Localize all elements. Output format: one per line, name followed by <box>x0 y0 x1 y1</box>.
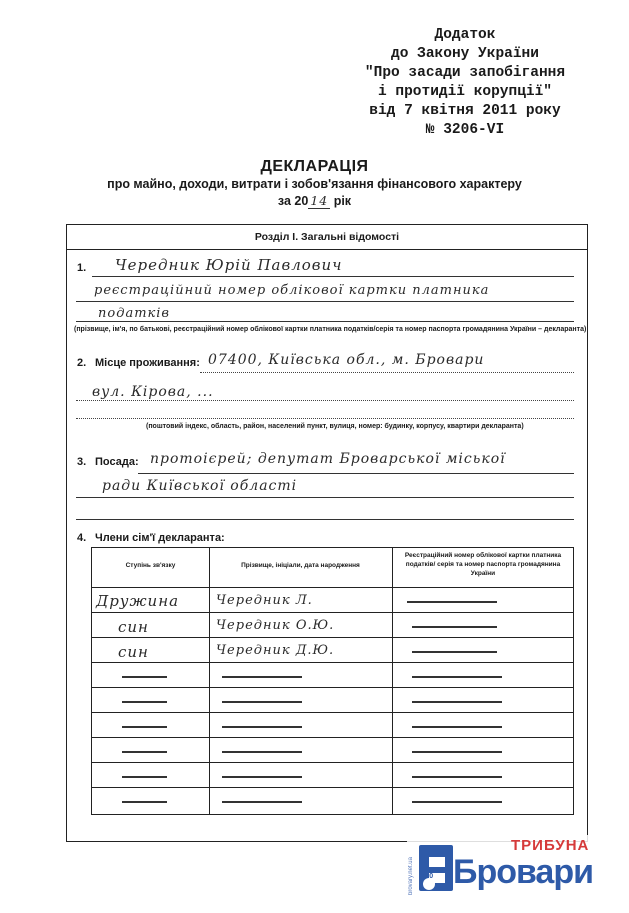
table-header-bottom <box>92 587 573 588</box>
empty-cell-dash <box>122 726 167 728</box>
table-row-1-name: Чередник Л. <box>216 593 313 608</box>
document-subtitle: про майно, доходи, витрати і зобов'язання фінансового характеру <box>107 177 522 191</box>
addendum-line-4: і протидії корупції" <box>377 84 553 100</box>
q2-caption: (поштовий індекс, область, район, населений пункт, вулиця, номер: будинку, корпусу, квартири декларанта) <box>146 423 524 430</box>
empty-cell-dash <box>412 651 497 653</box>
year-value: 14 <box>310 193 329 208</box>
table-header-reg-number: Реєстраційний номер облікової картки платника податків/ серія та номер паспорта громадянина України <box>404 552 562 577</box>
q3-line-1 <box>138 473 574 474</box>
addendum-line-2: до Закону України <box>391 46 539 62</box>
document-year <box>0 193 629 208</box>
empty-cell-dash <box>412 776 502 778</box>
q1-number: 1. <box>77 262 87 274</box>
empty-cell-dash <box>122 801 167 803</box>
q3-position-line-1: протоієрей; депутат Броварської міської <box>150 451 506 467</box>
empty-cell-dash <box>222 726 302 728</box>
table-row-line <box>92 637 573 638</box>
empty-cell-dash <box>412 626 497 628</box>
q3-position-line-2: ради Київської області <box>102 478 298 494</box>
table-row-1-relation: Дружина <box>96 592 180 610</box>
q3-line-3 <box>76 519 574 520</box>
q1-taxpayer: податків <box>98 306 171 321</box>
table-row-line <box>92 762 573 763</box>
year-prefix: за 20 <box>277 194 309 208</box>
logo-top-text: ТРИБУНА <box>511 837 590 854</box>
table-header-relation: Ступінь зв'язку <box>125 562 176 569</box>
table-row-line <box>92 787 573 788</box>
tribuna-brovary-logo <box>407 835 609 897</box>
table-row-line <box>92 612 573 613</box>
section-heading: Розділ І. Загальні відомості <box>66 224 588 250</box>
year-suffix: рік <box>333 194 352 208</box>
empty-cell-dash <box>222 701 302 703</box>
q3-label: Посада: <box>95 456 139 468</box>
q2-line-3 <box>76 418 574 419</box>
family-members-table <box>91 547 574 815</box>
empty-cell-dash <box>122 776 167 778</box>
logo-main-text: Бровари <box>453 853 594 891</box>
q1-name: Чередник Юрій Павлович <box>115 256 343 274</box>
law-addendum <box>330 26 600 140</box>
q2-label: Місце проживання: <box>95 357 200 369</box>
addendum-line-3: "Про засади запобігання <box>364 65 566 81</box>
table-row-line <box>92 687 573 688</box>
table-row-line <box>92 737 573 738</box>
q2-address-line-1: 07400, Київська обл., м. Бровари <box>208 352 485 368</box>
empty-cell-dash <box>412 801 502 803</box>
q1-line-3 <box>76 321 574 322</box>
q1-caption: (прізвище, ім'я, по батькові, реєстраційний номер облікової картки платника податків/серія та номер паспорта громадянина України – декларанта) <box>74 326 587 333</box>
empty-cell-dash <box>412 701 502 703</box>
q2-number: 2. <box>77 357 87 369</box>
document-title: ДЕКЛАРАЦІЯ <box>260 158 369 175</box>
q4-label: Члени сім'ї декларанта: <box>95 532 225 544</box>
table-row-line <box>92 662 573 663</box>
table-row-line <box>92 712 573 713</box>
table-row-2-name: Чередник О.Ю. <box>216 618 335 633</box>
table-header-name: Прізвище, ініціали, дата народження <box>241 562 360 569</box>
addendum-line-5: від 7 квітня 2011 року <box>369 103 561 119</box>
q1-reg-number-label: реєстраційний номер облікової картки платника <box>94 283 490 298</box>
empty-cell-dash <box>407 601 497 603</box>
empty-cell-dash <box>412 726 502 728</box>
empty-cell-dash <box>122 676 167 678</box>
q3-number: 3. <box>77 456 87 468</box>
empty-cell-dash <box>222 776 302 778</box>
empty-cell-dash <box>222 751 302 753</box>
empty-cell-dash <box>122 701 167 703</box>
table-row-3-relation: син <box>118 643 149 661</box>
empty-cell-dash <box>222 801 302 803</box>
q3-line-2 <box>76 497 574 498</box>
empty-cell-dash <box>222 676 302 678</box>
addendum-line-6: № 3206-VI <box>425 122 505 138</box>
empty-cell-dash <box>412 676 502 678</box>
logo-side-text: brovary.net.ua <box>408 857 414 895</box>
q2-line-1 <box>200 372 574 373</box>
q2-line-2 <box>76 400 574 401</box>
empty-cell-dash <box>122 751 167 753</box>
addendum-line-1: Додаток <box>434 27 496 43</box>
empty-cell-dash <box>412 751 502 753</box>
table-row-3-name: Чередник Д.Ю. <box>216 643 335 658</box>
q1-line-1 <box>92 276 574 277</box>
q2-address-line-2: вул. Кірова, ... <box>92 384 214 400</box>
q1-line-2 <box>76 301 574 302</box>
table-row-2-relation: син <box>118 618 149 636</box>
logo-badge: 1:0 <box>423 873 434 880</box>
q4-number: 4. <box>77 532 87 544</box>
